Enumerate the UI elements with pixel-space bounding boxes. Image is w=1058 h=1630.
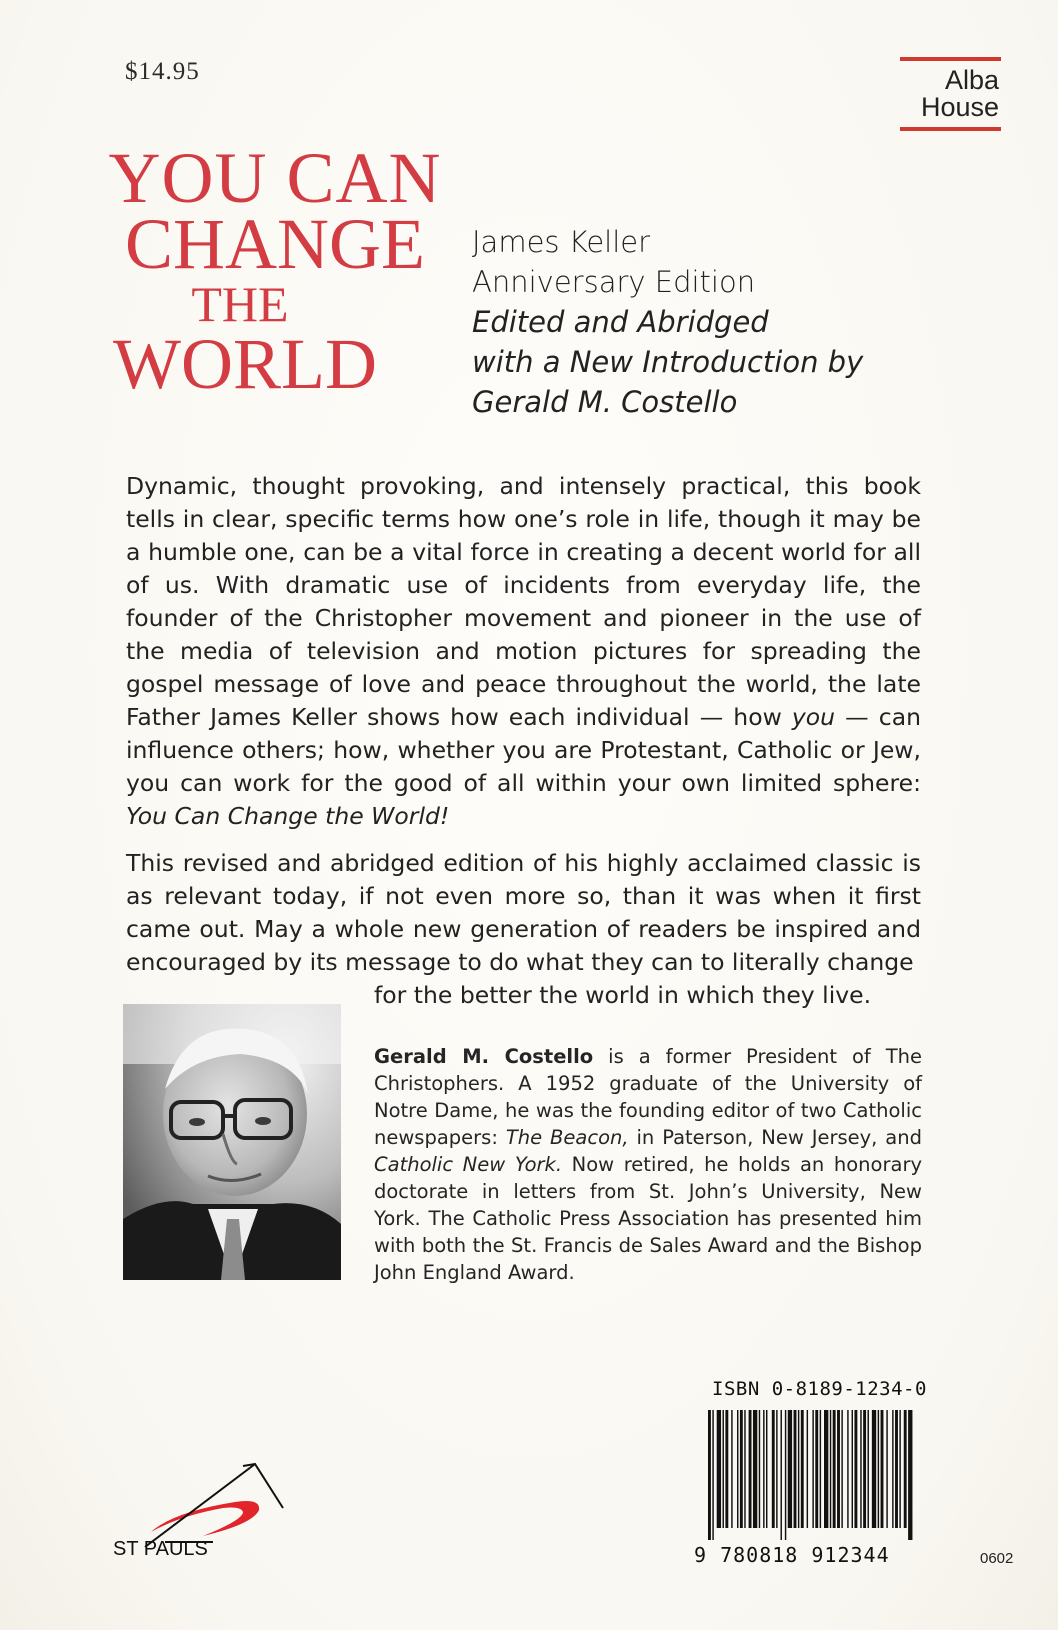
blurb-emphasis: you: [791, 703, 836, 731]
author-portrait-image: [123, 1004, 341, 1280]
author-photo: [123, 1004, 341, 1280]
barcode-bar: [868, 1410, 869, 1528]
barcode-bar: [712, 1410, 713, 1540]
barcode-bar: [753, 1410, 757, 1528]
credits: [472, 222, 863, 422]
print-code: 0602: [980, 1550, 1014, 1567]
barcode-bar: [812, 1410, 813, 1528]
publisher-rule-bottom: [900, 127, 1001, 131]
title-line-2: CHANGE: [125, 204, 425, 284]
bio-text: in Paterson, New Jersey, and: [628, 1126, 922, 1149]
title-line-4: WORLD: [113, 324, 377, 404]
barcode-bar: [759, 1410, 760, 1528]
blurb-text: Dynamic, thought provoking, and intensely practical, this book tells in clear, specific terms how one’s role in life, though it may be a humble one, can be a vital force in creating a decent world for all of us. With dramatic use of incidents from everyday life, the founder of the Christopher movement and pioneer in the use of the media of television and motion pictures for spreading the gospel message of love and peace throughout the world, the late Father James Keller shows how each individual — how: [126, 472, 921, 731]
barcode-bar: [860, 1410, 861, 1528]
barcode-bar: [841, 1410, 842, 1528]
barcode-bar: [788, 1410, 792, 1528]
author: James Keller: [472, 225, 651, 259]
barcode-bar: [794, 1410, 797, 1528]
editor-bio: [374, 1043, 922, 1286]
st-pauls-logo-text: ST PAULS: [113, 1538, 208, 1560]
publisher-line-1: Alba: [944, 65, 999, 95]
barcode-bar: [781, 1410, 782, 1540]
barcode-bar: [772, 1410, 775, 1528]
barcode-bar: [824, 1410, 828, 1528]
barcode-bar: [895, 1410, 898, 1528]
barcode-bar: [833, 1410, 836, 1528]
barcode-bar: [847, 1410, 848, 1528]
barcode-bar: [744, 1410, 745, 1528]
barcode-bar: [731, 1410, 732, 1528]
bio-text: Now retired, he holds an honorary doctorate in letters from St. John’s University, New York. The Catholic Press Association has presented him with both the St. Francis de Sales Award and the Bishop John England Award.: [374, 1153, 922, 1284]
publisher-logo: [900, 57, 1001, 131]
barcode-bar: [820, 1410, 821, 1528]
barcode-bar: [801, 1410, 804, 1528]
blurb-paragraph-1: [126, 470, 921, 833]
barcode-bar: [863, 1410, 866, 1528]
barcode-bar: [717, 1410, 721, 1528]
barcode-bar: [852, 1410, 853, 1528]
book-title: [100, 138, 450, 404]
barcode-bar: [830, 1410, 831, 1528]
barcode-bar: [708, 1410, 711, 1540]
blurb-text: This revised and abridged edition of his highly acclaimed classic is as relevant today, if not even more so, than it was when it first came out. May a whole new generation of readers be inspired and encouraged by its message to do what they can to literally change: [126, 849, 921, 976]
edition: Anniversary Edition: [472, 265, 756, 299]
bio-newspaper-1: The Beacon,: [505, 1126, 629, 1149]
publisher-line-2: House: [920, 92, 999, 122]
barcode: [706, 1410, 916, 1540]
bio-newspaper-2: Catholic New York.: [374, 1153, 563, 1176]
barcode-bar: [904, 1410, 907, 1528]
barcode-bar: [908, 1410, 912, 1540]
bio-name: Gerald M. Costello: [374, 1045, 594, 1068]
barcode-bar: [749, 1410, 752, 1528]
blurb-paragraph-2: [126, 847, 921, 1012]
isbn: ISBN 0-8189-1234-0: [712, 1378, 927, 1400]
bio-text: is a former President of The Christophers. A 1952 graduate of the University of Notre Dame, he was the founding editor of two Catholic newspapers:: [374, 1045, 923, 1149]
title-line-1: YOU CAN: [108, 138, 442, 218]
barcode-bar: [837, 1410, 840, 1528]
barcode-bar: [798, 1410, 799, 1528]
barcode-bar: [878, 1410, 879, 1528]
editor-name: Gerald M. Costello: [472, 385, 738, 419]
barcode-bar: [886, 1410, 887, 1528]
edited-line: Edited and Abridged: [472, 305, 769, 339]
blurb: [126, 470, 921, 1026]
barcode-bar: [725, 1410, 728, 1528]
barcode-bar: [815, 1410, 818, 1528]
barcode-bar: [776, 1410, 777, 1528]
blurb-text: — can influence others; how, whether you are Protestant, Catholic or Jew, you can work for the good of all within your own limited sphere:: [126, 703, 921, 797]
barcode-bar: [763, 1410, 764, 1528]
barcode-bar: [766, 1410, 767, 1528]
blurb-last-line: for the better the world in which they live.: [374, 981, 872, 1009]
barcode-number: 9 780818 912344: [694, 1543, 890, 1567]
barcode-bar: [892, 1410, 893, 1528]
barcode-bar: [807, 1410, 808, 1528]
barcode-bar: [785, 1410, 786, 1540]
barcode-bar: [737, 1410, 738, 1528]
barcode-bar: [881, 1410, 884, 1528]
barcode-bar: [723, 1410, 724, 1528]
price: $14.95: [125, 58, 200, 85]
barcode-bar: [872, 1410, 876, 1528]
publisher-name: [900, 61, 1001, 127]
barcode-bar: [854, 1410, 857, 1528]
blurb-title-reference: You Can Change the World!: [126, 802, 450, 830]
intro-line: with a New Introduction by: [472, 345, 864, 379]
barcode-bar: [740, 1410, 743, 1528]
barcode-bar: [899, 1410, 900, 1528]
title-line-3: THE: [191, 276, 289, 332]
